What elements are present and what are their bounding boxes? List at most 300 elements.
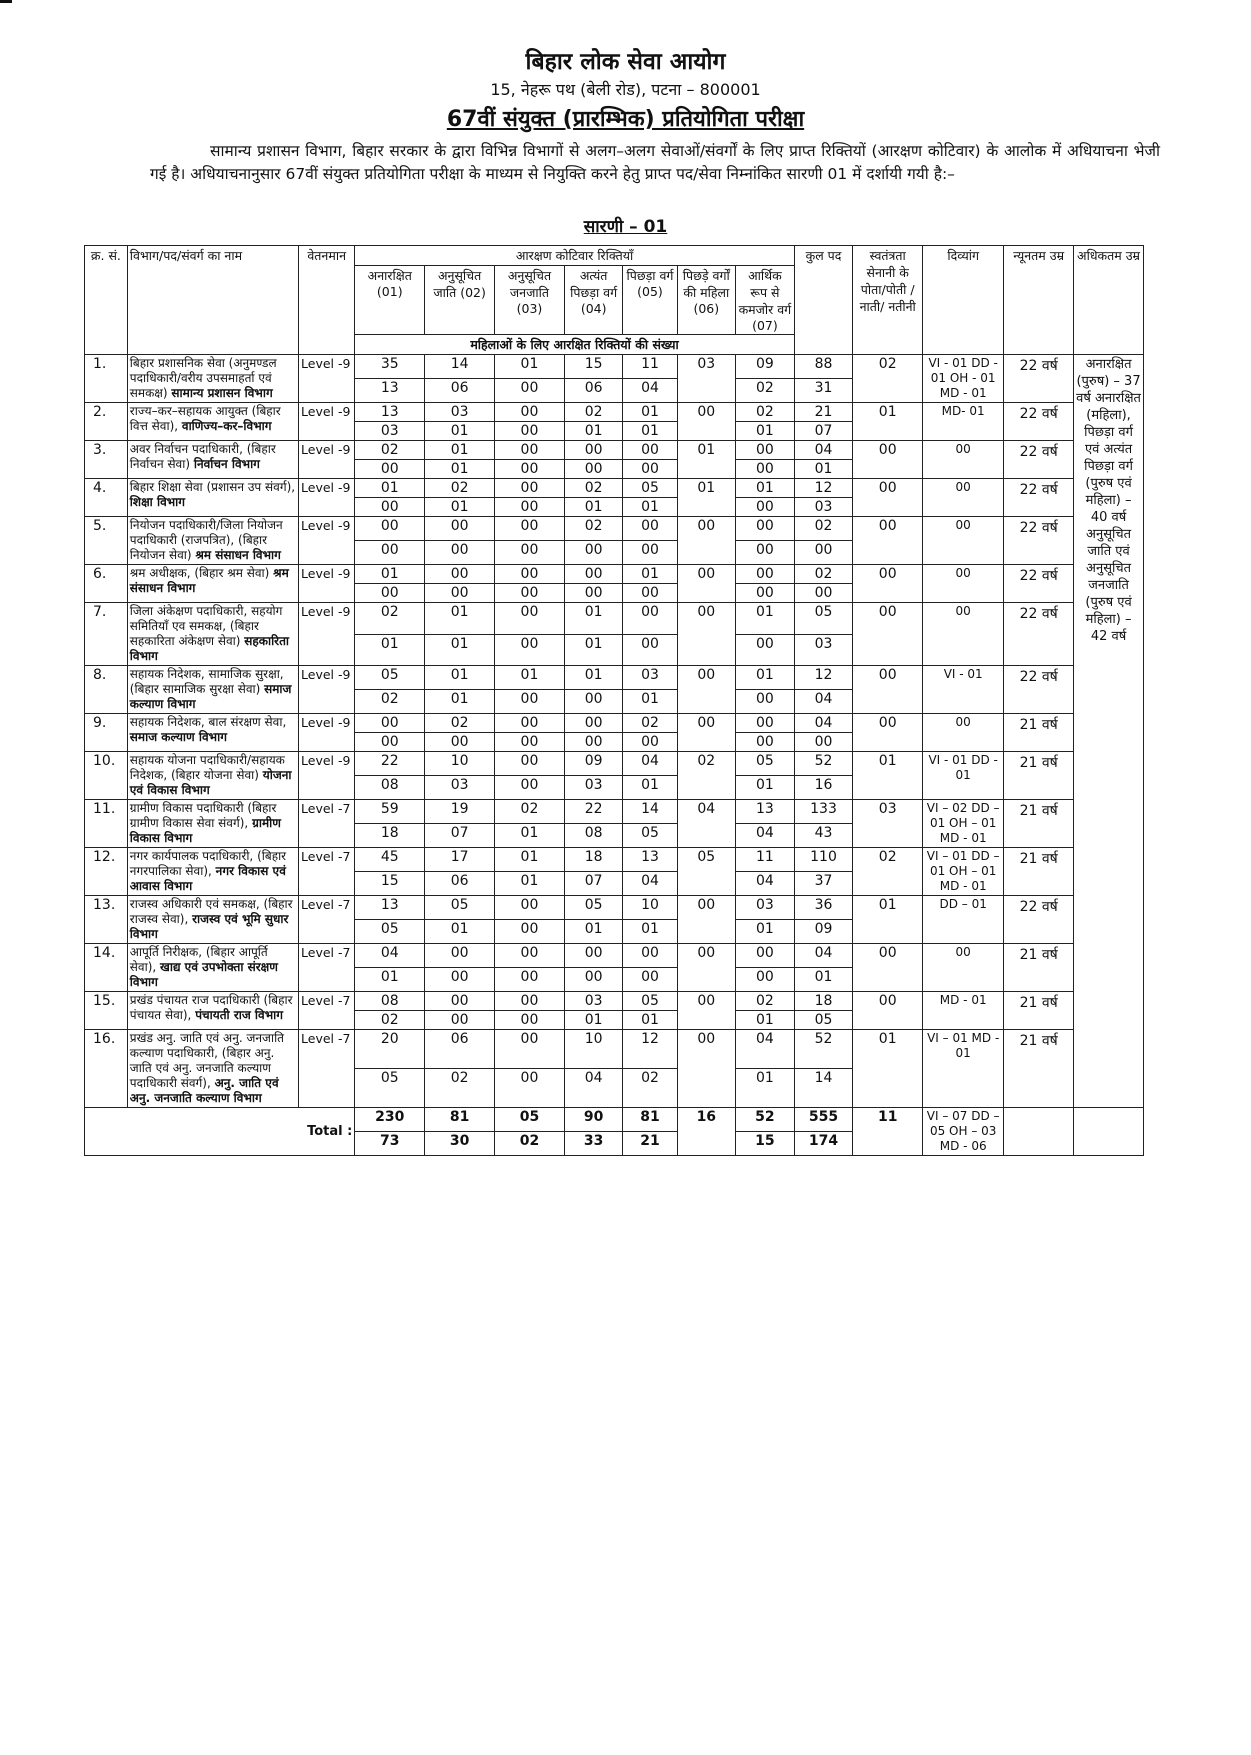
total-vacancy-women: 21 — [623, 1132, 677, 1156]
row-post-name: प्रखंड अनु. जाति एवं अनु. जनजाति कल्याण पदाधिकारी, (बिहार अनु. जाति एवं अनु. जनजाति कल्याण पदाधिकारी संवर्ग), — [129, 1031, 285, 1090]
row-post-name: ग्रामीण विकास पदाधिकारी (बिहार ग्रामीण विकास सेवा संवर्ग), — [129, 801, 277, 830]
table-caption: सारणी – 01 — [583, 217, 668, 237]
table-row — [85, 1030, 1144, 1069]
cell-vacancy: 00 — [564, 714, 623, 733]
row-post — [127, 752, 298, 800]
row-post — [127, 896, 298, 944]
row-divyang: VI - 01 DD - 01 — [923, 752, 1004, 800]
cell-vacancy-women: 31 — [794, 379, 853, 403]
cell-vacancy-women: 01 — [355, 634, 425, 666]
cell-vacancy-women: 00 — [425, 733, 495, 752]
row-sn: 8. — [85, 666, 128, 714]
cell-vacancy: 02 — [794, 517, 853, 541]
cell-vacancy: 18 — [794, 992, 853, 1011]
row-min-age: 22 वर्ष — [1004, 479, 1074, 517]
total-vacancy: 81 — [425, 1108, 495, 1132]
total-vacancy: 52 — [736, 1108, 795, 1132]
row-pay: Level -9 — [299, 517, 355, 565]
cell-vacancy-women: 01 — [623, 422, 677, 441]
col-freedom-fighter: स्वतंत्रता सेनानी के पोता/पोती /नाती/ नतीनी — [853, 246, 923, 355]
total-vacancy: 81 — [623, 1108, 677, 1132]
cell-vacancy-women: 00 — [736, 541, 795, 565]
cell-vacancy: 00 — [736, 565, 795, 584]
cell-vacancy-women: 03 — [794, 634, 853, 666]
cell-vacancy: 52 — [794, 1030, 853, 1069]
cell-vacancy-women: 06 — [425, 872, 495, 896]
cell-vacancy: 01 — [355, 565, 425, 584]
row-post — [127, 479, 298, 517]
row-divyang: 00 — [923, 944, 1004, 992]
cell-vacancy-women: 01 — [564, 920, 623, 944]
row-post — [127, 1030, 298, 1108]
cell-vacancy-women: 01 — [564, 1011, 623, 1030]
cell-vacancy: 00 — [677, 714, 736, 752]
cell-vacancy-women: 00 — [495, 584, 565, 603]
cell-vacancy: 00 — [495, 944, 565, 968]
cell-vacancy: 20 — [355, 1030, 425, 1069]
cell-vacancy-women: 00 — [564, 541, 623, 565]
cell-vacancy: 00 — [677, 666, 736, 714]
cell-vacancy: 00 — [736, 944, 795, 968]
cell-vacancy-women: 00 — [495, 634, 565, 666]
cell-vacancy: 00 — [495, 752, 565, 776]
row-post — [127, 355, 298, 403]
row-post-name: नगर कार्यपालक पदाधिकारी, (बिहार नगरपालिका सेवा), — [129, 849, 287, 878]
total-freedom-fighter: 11 — [853, 1108, 923, 1156]
table-row — [85, 355, 1144, 379]
cell-vacancy: 01 — [425, 666, 495, 690]
cell-vacancy: 01 — [677, 441, 736, 479]
cell-vacancy-women: 01 — [736, 1069, 795, 1108]
cell-vacancy-women: 01 — [736, 920, 795, 944]
row-department: सामान्य प्रशासन विभाग — [171, 386, 273, 400]
cell-vacancy-women: 00 — [736, 498, 795, 517]
cell-vacancy: 00 — [355, 517, 425, 541]
cell-vacancy-women: 01 — [623, 920, 677, 944]
cell-vacancy-women: 02 — [425, 1069, 495, 1108]
row-post-name: राजस्व अधिकारी एवं समकक्ष, (बिहार राजस्व सेवा), — [129, 897, 293, 926]
cell-vacancy: 11 — [623, 355, 677, 379]
row-department: शिक्षा विभाग — [129, 495, 186, 509]
cell-vacancy-women: 01 — [564, 498, 623, 517]
cell-vacancy: 03 — [677, 355, 736, 403]
cell-vacancy-women: 05 — [794, 1011, 853, 1030]
row-post-name: आपूर्ति निरीक्षक, (बिहार आपूर्ति सेवा), — [129, 945, 268, 974]
cell-vacancy: 01 — [623, 565, 677, 584]
cell-vacancy-women: 01 — [425, 498, 495, 517]
cell-vacancy: 22 — [564, 800, 623, 824]
total-vacancy: 90 — [564, 1108, 623, 1132]
cell-vacancy-women: 00 — [495, 968, 565, 992]
cell-vacancy: 00 — [564, 441, 623, 460]
table-row — [85, 479, 1144, 498]
cell-vacancy: 17 — [425, 848, 495, 872]
cell-vacancy: 00 — [495, 896, 565, 920]
row-freedom-fighter: 01 — [853, 752, 923, 800]
table-row — [85, 714, 1144, 733]
cell-vacancy: 13 — [355, 896, 425, 920]
cell-vacancy: 05 — [794, 603, 853, 635]
cell-vacancy: 00 — [495, 992, 565, 1011]
row-department: निर्वाचन विभाग — [193, 457, 260, 471]
row-pay: Level -7 — [299, 896, 355, 944]
row-pay: Level -9 — [299, 355, 355, 403]
total-vacancy-women: 15 — [736, 1132, 795, 1156]
row-freedom-fighter: 00 — [853, 666, 923, 714]
cell-vacancy-women: 00 — [794, 733, 853, 752]
row-department: नगर विकास एवं आवास विभाग — [129, 864, 286, 893]
row-sn: 4. — [85, 479, 128, 517]
row-min-age: 22 वर्ष — [1004, 403, 1074, 441]
cell-vacancy-women: 18 — [355, 824, 425, 848]
total-vacancy: 05 — [495, 1108, 565, 1132]
row-pay: Level -9 — [299, 479, 355, 517]
cell-vacancy: 01 — [425, 603, 495, 635]
row-sn: 3. — [85, 441, 128, 479]
cell-vacancy: 13 — [623, 848, 677, 872]
cell-vacancy-women: 00 — [736, 733, 795, 752]
cell-vacancy: 00 — [677, 1030, 736, 1108]
cell-vacancy-women: 04 — [623, 872, 677, 896]
cell-vacancy-women: 07 — [425, 824, 495, 848]
row-divyang: VI - 01 — [923, 666, 1004, 714]
cell-vacancy-women: 01 — [425, 690, 495, 714]
row-sn: 10. — [85, 752, 128, 800]
row-divyang: VI - 01 DD - 01 OH - 01 MD - 01 — [923, 355, 1004, 403]
cell-vacancy: 02 — [736, 992, 795, 1011]
col-min-age: न्यूनतम उम्र — [1004, 246, 1074, 355]
row-pay: Level -9 — [299, 565, 355, 603]
cell-vacancy: 00 — [736, 714, 795, 733]
row-divyang: 00 — [923, 565, 1004, 603]
cell-vacancy: 10 — [564, 1030, 623, 1069]
row-post-name: बिहार शिक्षा सेवा (प्रशासन उप संवर्ग), — [129, 480, 296, 494]
cell-vacancy-women: 01 — [425, 422, 495, 441]
cell-vacancy: 00 — [495, 1030, 565, 1069]
total-row — [85, 1108, 1144, 1132]
col-sn: क्र. सं. — [85, 246, 128, 355]
cell-vacancy: 00 — [495, 479, 565, 498]
cell-vacancy: 00 — [677, 944, 736, 992]
row-pay: Level -9 — [299, 441, 355, 479]
row-department: वाणिज्य–कर–विभाग — [181, 419, 272, 433]
row-post — [127, 441, 298, 479]
cell-vacancy-women: 00 — [736, 460, 795, 479]
cell-vacancy-women: 07 — [794, 422, 853, 441]
row-min-age: 21 वर्ष — [1004, 1030, 1074, 1108]
row-min-age: 21 वर्ष — [1004, 992, 1074, 1030]
cell-vacancy: 01 — [495, 355, 565, 379]
cell-vacancy: 04 — [794, 714, 853, 733]
row-freedom-fighter: 00 — [853, 479, 923, 517]
exam-title: 67वीं संयुक्त (प्रारम्भिक) प्रतियोगिता परीक्षा — [446, 107, 805, 132]
row-sn: 5. — [85, 517, 128, 565]
row-post — [127, 666, 298, 714]
cell-vacancy-women: 00 — [355, 460, 425, 479]
row-pay: Level -9 — [299, 752, 355, 800]
row-department: राजस्व एवं भूमि सुधार विभाग — [129, 912, 289, 941]
table-row — [85, 441, 1144, 460]
row-post-name: श्रम अधीक्षक, (बिहार श्रम सेवा) — [129, 566, 270, 580]
cell-vacancy: 21 — [794, 403, 853, 422]
row-sn: 9. — [85, 714, 128, 752]
cell-vacancy-women: 01 — [355, 968, 425, 992]
row-divyang: 00 — [923, 714, 1004, 752]
org-title: बिहार लोक सेवा आयोग — [525, 49, 726, 75]
row-min-age: 21 वर्ष — [1004, 752, 1074, 800]
row-department: श्रम संसाधन विभाग — [129, 566, 289, 595]
cell-vacancy-women: 00 — [495, 422, 565, 441]
cell-vacancy-women: 00 — [736, 584, 795, 603]
row-post — [127, 565, 298, 603]
cell-vacancy: 02 — [677, 752, 736, 800]
row-freedom-fighter: 00 — [853, 603, 923, 666]
cell-vacancy-women: 43 — [794, 824, 853, 848]
cell-vacancy-women: 00 — [495, 1069, 565, 1108]
cell-vacancy: 00 — [355, 714, 425, 733]
row-min-age: 22 वर्ष — [1004, 441, 1074, 479]
table-row — [85, 403, 1144, 422]
row-post — [127, 800, 298, 848]
table-row — [85, 517, 1144, 541]
vacancy-table — [84, 245, 1144, 1156]
total-vacancy: 230 — [355, 1108, 425, 1132]
row-pay: Level -7 — [299, 848, 355, 896]
row-department: श्रम संसाधन विभाग — [195, 548, 281, 562]
cell-vacancy: 00 — [564, 565, 623, 584]
cell-vacancy-women: 01 — [564, 422, 623, 441]
table-row — [85, 848, 1144, 872]
row-sn: 12. — [85, 848, 128, 896]
cell-vacancy: 36 — [794, 896, 853, 920]
row-min-age: 22 वर्ष — [1004, 603, 1074, 666]
row-department: अनु. जाति एवं अनु. जनजाति कल्याण विभाग — [129, 1076, 279, 1105]
cell-vacancy-women: 01 — [794, 460, 853, 479]
cell-vacancy: 01 — [564, 666, 623, 690]
cell-vacancy-women: 01 — [495, 824, 565, 848]
cell-vacancy-women: 05 — [623, 824, 677, 848]
row-min-age: 22 वर्ष — [1004, 565, 1074, 603]
cell-vacancy: 02 — [495, 800, 565, 824]
cell-vacancy-women: 01 — [495, 872, 565, 896]
col-c6: पिछड़े वर्गों की महिला (06) — [677, 266, 736, 335]
total-vacancy-women: 33 — [564, 1132, 623, 1156]
cell-vacancy: 00 — [495, 714, 565, 733]
row-post-name: राज्य–कर–सहायक आयुक्त (बिहार वित्त सेवा), — [129, 404, 281, 433]
row-freedom-fighter: 01 — [853, 896, 923, 944]
cell-vacancy: 10 — [425, 752, 495, 776]
cell-vacancy-women: 00 — [564, 733, 623, 752]
col-c4: अत्यंत पिछड़ा वर्ग (04) — [564, 266, 623, 335]
cell-vacancy-women: 14 — [794, 1069, 853, 1108]
cell-vacancy-women: 15 — [355, 872, 425, 896]
row-pay: Level -7 — [299, 944, 355, 992]
total-vacancy: 16 — [677, 1108, 736, 1156]
row-post-name: जिला अंकेक्षण पदाधिकारी, सहयोग समितियाँ एव समकक्ष, (बिहार सहकारिता अंकेक्षण सेवा) — [129, 604, 283, 648]
row-post-name: प्रखंड पंचायत राज पदाधिकारी (बिहार पंचायत सेवा), — [129, 993, 293, 1022]
cell-vacancy: 05 — [677, 848, 736, 896]
total-vacancy-women: 73 — [355, 1132, 425, 1156]
table-row — [85, 565, 1144, 584]
row-min-age: 21 वर्ष — [1004, 848, 1074, 896]
cell-vacancy: 02 — [623, 714, 677, 733]
cell-vacancy: 00 — [495, 517, 565, 541]
cell-vacancy-women: 02 — [355, 1011, 425, 1030]
cell-vacancy-women: 00 — [495, 1011, 565, 1030]
row-sn: 14. — [85, 944, 128, 992]
col-c5: पिछड़ा वर्ग (05) — [623, 266, 677, 335]
cell-vacancy: 02 — [425, 714, 495, 733]
row-freedom-fighter: 03 — [853, 800, 923, 848]
cell-vacancy-women: 00 — [736, 634, 795, 666]
cell-vacancy: 06 — [425, 1030, 495, 1069]
row-freedom-fighter: 02 — [853, 848, 923, 896]
cell-vacancy: 09 — [736, 355, 795, 379]
table-row — [85, 800, 1144, 824]
total-label: Total : — [85, 1108, 355, 1156]
cell-vacancy: 110 — [794, 848, 853, 872]
cell-vacancy: 12 — [623, 1030, 677, 1069]
cell-vacancy: 00 — [677, 517, 736, 565]
cell-vacancy: 00 — [677, 565, 736, 603]
cell-vacancy: 05 — [736, 752, 795, 776]
cell-vacancy-women: 00 — [623, 968, 677, 992]
cell-vacancy: 00 — [623, 603, 677, 635]
cell-vacancy: 10 — [623, 896, 677, 920]
cell-vacancy-women: 00 — [495, 733, 565, 752]
cell-vacancy: 01 — [495, 666, 565, 690]
cell-vacancy-women: 00 — [623, 584, 677, 603]
intro-paragraph: सामान्य प्रशासन विभाग, बिहार सरकार के द्वारा विभिन्न विभागों से अलग–अलग सेवाओं/संवर्गों के लिए प्राप्त रिक्तियों (आरक्षण कोटिवार) के आलोक में अधियाचना भेजी गई है। अधियाचनानुसार 67वीं संयुक्त प्रतियोगिता परीक्षा के माध्यम से नियुक्ति करने हेतु प्राप्त पद/सेवा निम्नांकित सारणी 01 में दर्शायी गयी है:– — [150, 142, 1160, 183]
cell-vacancy: 88 — [794, 355, 853, 379]
max-age-note: अनारक्षित (पुरुष) – 37 वर्ष अनारक्षित (महिला), पिछड़ा वर्ग एवं अत्यंत पिछड़ा वर्ग (पुरुष एवं महिला) – 40 वर्ष अनुसूचित जाति एवं अनुसूचित जनजाति (पुरुष एवं महिला) – 42 वर्ष — [1074, 355, 1144, 1108]
table-row — [85, 896, 1144, 920]
col-c7: आर्थिक रूप से कमजोर वर्ग (07) — [736, 266, 795, 335]
cell-vacancy: 00 — [623, 517, 677, 541]
row-pay: Level -7 — [299, 992, 355, 1030]
cell-vacancy-women: 03 — [425, 776, 495, 800]
cell-vacancy-women: 00 — [495, 920, 565, 944]
cell-vacancy: 03 — [425, 403, 495, 422]
col-c2: अनुसूचित जाति (02) — [425, 266, 495, 335]
cell-vacancy-women: 01 — [425, 920, 495, 944]
row-min-age: 22 वर्ष — [1004, 666, 1074, 714]
cell-vacancy: 00 — [736, 517, 795, 541]
cell-vacancy: 133 — [794, 800, 853, 824]
cell-vacancy: 03 — [736, 896, 795, 920]
cell-vacancy-women: 04 — [623, 379, 677, 403]
cell-vacancy-women: 00 — [495, 690, 565, 714]
cell-vacancy: 05 — [623, 992, 677, 1011]
cell-vacancy-women: 00 — [355, 733, 425, 752]
total-vacancy: 555 — [794, 1108, 853, 1132]
cell-vacancy-women: 04 — [794, 690, 853, 714]
cell-vacancy-women: 01 — [736, 422, 795, 441]
row-sn: 6. — [85, 565, 128, 603]
col-pay: वेतनमान — [299, 246, 355, 355]
cell-vacancy: 01 — [736, 666, 795, 690]
cell-vacancy-women: 01 — [425, 460, 495, 479]
cell-vacancy: 05 — [564, 896, 623, 920]
row-post-name: बिहार प्रशासनिक सेवा (अनुमण्डल पदाधिकारी/वरीय उपसमाहर्ता एवं समकक्ष) — [129, 356, 277, 400]
col-reserved: आरक्षण कोटिवार रिक्तियाँ — [355, 246, 794, 266]
col-total: कुल पद — [794, 246, 853, 355]
cell-vacancy-women: 37 — [794, 872, 853, 896]
table-row — [85, 752, 1144, 776]
row-post — [127, 603, 298, 666]
row-sn: 7. — [85, 603, 128, 666]
cell-vacancy-women: 04 — [736, 872, 795, 896]
row-sn: 15. — [85, 992, 128, 1030]
cell-vacancy: 00 — [677, 403, 736, 441]
row-min-age: 21 वर्ष — [1004, 800, 1074, 848]
row-post-name: सहायक निदेशक, बाल संरक्षण सेवा, — [129, 715, 287, 729]
row-pay: Level -7 — [299, 800, 355, 848]
cell-vacancy: 02 — [355, 603, 425, 635]
cell-vacancy: 04 — [794, 944, 853, 968]
row-post-name: सहायक योजना पदाधिकारी/सहायक निदेशक, (बिहार योजना सेवा) — [129, 753, 285, 782]
cell-vacancy-women: 00 — [355, 541, 425, 565]
cell-vacancy: 11 — [736, 848, 795, 872]
cell-vacancy: 22 — [355, 752, 425, 776]
cell-vacancy-women: 07 — [564, 872, 623, 896]
cell-vacancy: 09 — [564, 752, 623, 776]
cell-vacancy-women: 01 — [623, 776, 677, 800]
row-post — [127, 714, 298, 752]
cell-vacancy: 13 — [736, 800, 795, 824]
table-body — [85, 355, 1144, 1156]
row-post-name: सहायक निदेशक, सामाजिक सुरक्षा, (बिहार सामाजिक सुरक्षा सेवा) — [129, 667, 284, 696]
cell-vacancy-women: 05 — [355, 1069, 425, 1108]
cell-vacancy: 00 — [425, 517, 495, 541]
cell-vacancy-women: 02 — [623, 1069, 677, 1108]
total-vacancy-women: 174 — [794, 1132, 853, 1156]
total-divyang: VI – 07 DD – 05 OH – 03 MD - 06 — [923, 1108, 1004, 1156]
cell-vacancy-women: 00 — [425, 968, 495, 992]
row-post — [127, 517, 298, 565]
cell-vacancy-women: 03 — [564, 776, 623, 800]
cell-vacancy: 18 — [564, 848, 623, 872]
row-sn: 1. — [85, 355, 128, 403]
row-divyang: VI – 01 DD – 01 OH – 01 MD - 01 — [923, 848, 1004, 896]
cell-vacancy-women: 00 — [623, 733, 677, 752]
row-freedom-fighter: 00 — [853, 944, 923, 992]
cell-vacancy-women: 00 — [736, 968, 795, 992]
row-department: समाज कल्याण विभाग — [129, 730, 227, 744]
cell-vacancy: 00 — [495, 441, 565, 460]
cell-vacancy-women: 00 — [564, 690, 623, 714]
row-department: योजना एवं विकास विभाग — [129, 768, 292, 797]
cell-vacancy-women: 01 — [623, 498, 677, 517]
row-sn: 11. — [85, 800, 128, 848]
cell-vacancy-women: 00 — [355, 498, 425, 517]
cell-vacancy-women: 08 — [564, 824, 623, 848]
row-post-name: नियोजन पदाधिकारी/जिला नियोजन पदाधिकारी (राजपत्रित), (बिहार नियोजन सेवा) — [129, 518, 283, 562]
row-divyang: 00 — [923, 517, 1004, 565]
row-divyang: 00 — [923, 479, 1004, 517]
cell-vacancy-women: 00 — [794, 584, 853, 603]
row-post — [127, 403, 298, 441]
cell-vacancy: 00 — [425, 944, 495, 968]
cell-vacancy: 14 — [623, 800, 677, 824]
cell-vacancy: 00 — [736, 441, 795, 460]
cell-vacancy-women: 01 — [564, 634, 623, 666]
row-divyang: DD – 01 — [923, 896, 1004, 944]
cell-vacancy: 12 — [794, 666, 853, 690]
row-department: पंचायती राज विभाग — [195, 1008, 283, 1022]
cell-vacancy: 05 — [355, 666, 425, 690]
cell-vacancy: 13 — [355, 403, 425, 422]
